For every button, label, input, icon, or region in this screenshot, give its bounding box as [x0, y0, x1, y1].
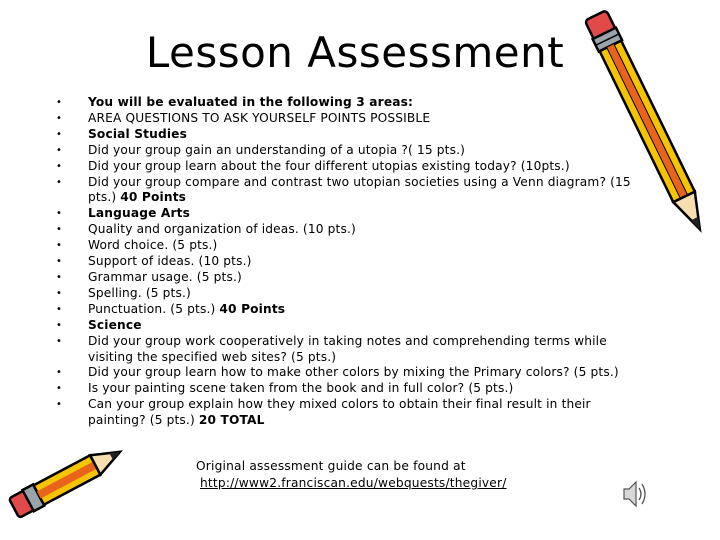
- assessment-guide-link[interactable]: http://www2.franciscan.edu/webquests/thegiver/: [200, 476, 507, 490]
- item-text: Grammar usage. (5 pts.): [88, 269, 242, 284]
- list-item: [56, 95, 641, 111]
- item-text: Did your group gain an understanding of a utopia ?( 15 pts.): [88, 142, 466, 157]
- list-item: [56, 222, 641, 238]
- list-item: [56, 302, 641, 318]
- points-total: 20 TOTAL: [198, 413, 265, 428]
- item-text: Word choice. (5 pts.): [88, 238, 218, 253]
- list-item: [56, 381, 641, 397]
- list-item: [56, 270, 641, 286]
- speaker-icon[interactable]: [622, 478, 648, 510]
- points-total: 40 Points: [219, 301, 286, 316]
- list-item: [56, 159, 641, 175]
- list-item: [56, 175, 641, 207]
- item-text: You will be evaluated in the following 3 areas:: [88, 95, 414, 109]
- list-item: [56, 143, 641, 159]
- list-item: [56, 111, 641, 127]
- points-total: 40 Points: [120, 190, 187, 205]
- item-text: Can your group explain how they mixed colors to obtain their final result in their painting? (5 pts.): [88, 397, 591, 428]
- item-text: Support of ideas. (10 pts.): [88, 254, 252, 269]
- list-item: [56, 318, 641, 334]
- item-text: Punctuation. (5 pts.): [88, 301, 216, 316]
- item-text: Did your group compare and contrast two utopian societies using a Venn diagram? (15 pts.): [88, 174, 631, 205]
- list-item: [56, 254, 641, 270]
- item-text: Quality and organization of ideas. (10 pts.): [88, 222, 356, 237]
- item-text: Spelling. (5 pts.): [88, 285, 191, 300]
- item-text: Did your group work cooperatively in taking notes and comprehending terms while visiting the specified web sites? (5 pts.): [88, 333, 607, 364]
- list-item: [56, 397, 641, 429]
- list-item: [56, 334, 641, 366]
- item-text: Social Studies: [88, 126, 187, 141]
- pencil-icon: [578, 0, 720, 250]
- item-text: Language Arts: [88, 206, 190, 221]
- assessment-list: [56, 95, 641, 429]
- item-text: Science: [88, 317, 142, 332]
- list-item: [56, 206, 641, 222]
- pencil-icon: [0, 425, 135, 535]
- item-text: Did your group learn about the four different utopias existing today? (10pts.): [88, 158, 570, 173]
- list-item: [56, 286, 641, 302]
- slide-title: Lesson Assessment: [145, 28, 565, 77]
- footer-note: Original assessment guide can be found at: [196, 459, 466, 473]
- item-text: Is your painting scene taken from the book and in full color? (5 pts.): [88, 381, 514, 396]
- list-item: [56, 127, 641, 143]
- list-item: [56, 238, 641, 254]
- item-text: Did your group learn how to make other colors by mixing the Primary colors? (5 pts.): [88, 365, 619, 380]
- item-text: AREA QUESTIONS TO ASK YOURSELF POINTS POSSIBLE: [88, 110, 431, 125]
- list-item: [56, 365, 641, 381]
